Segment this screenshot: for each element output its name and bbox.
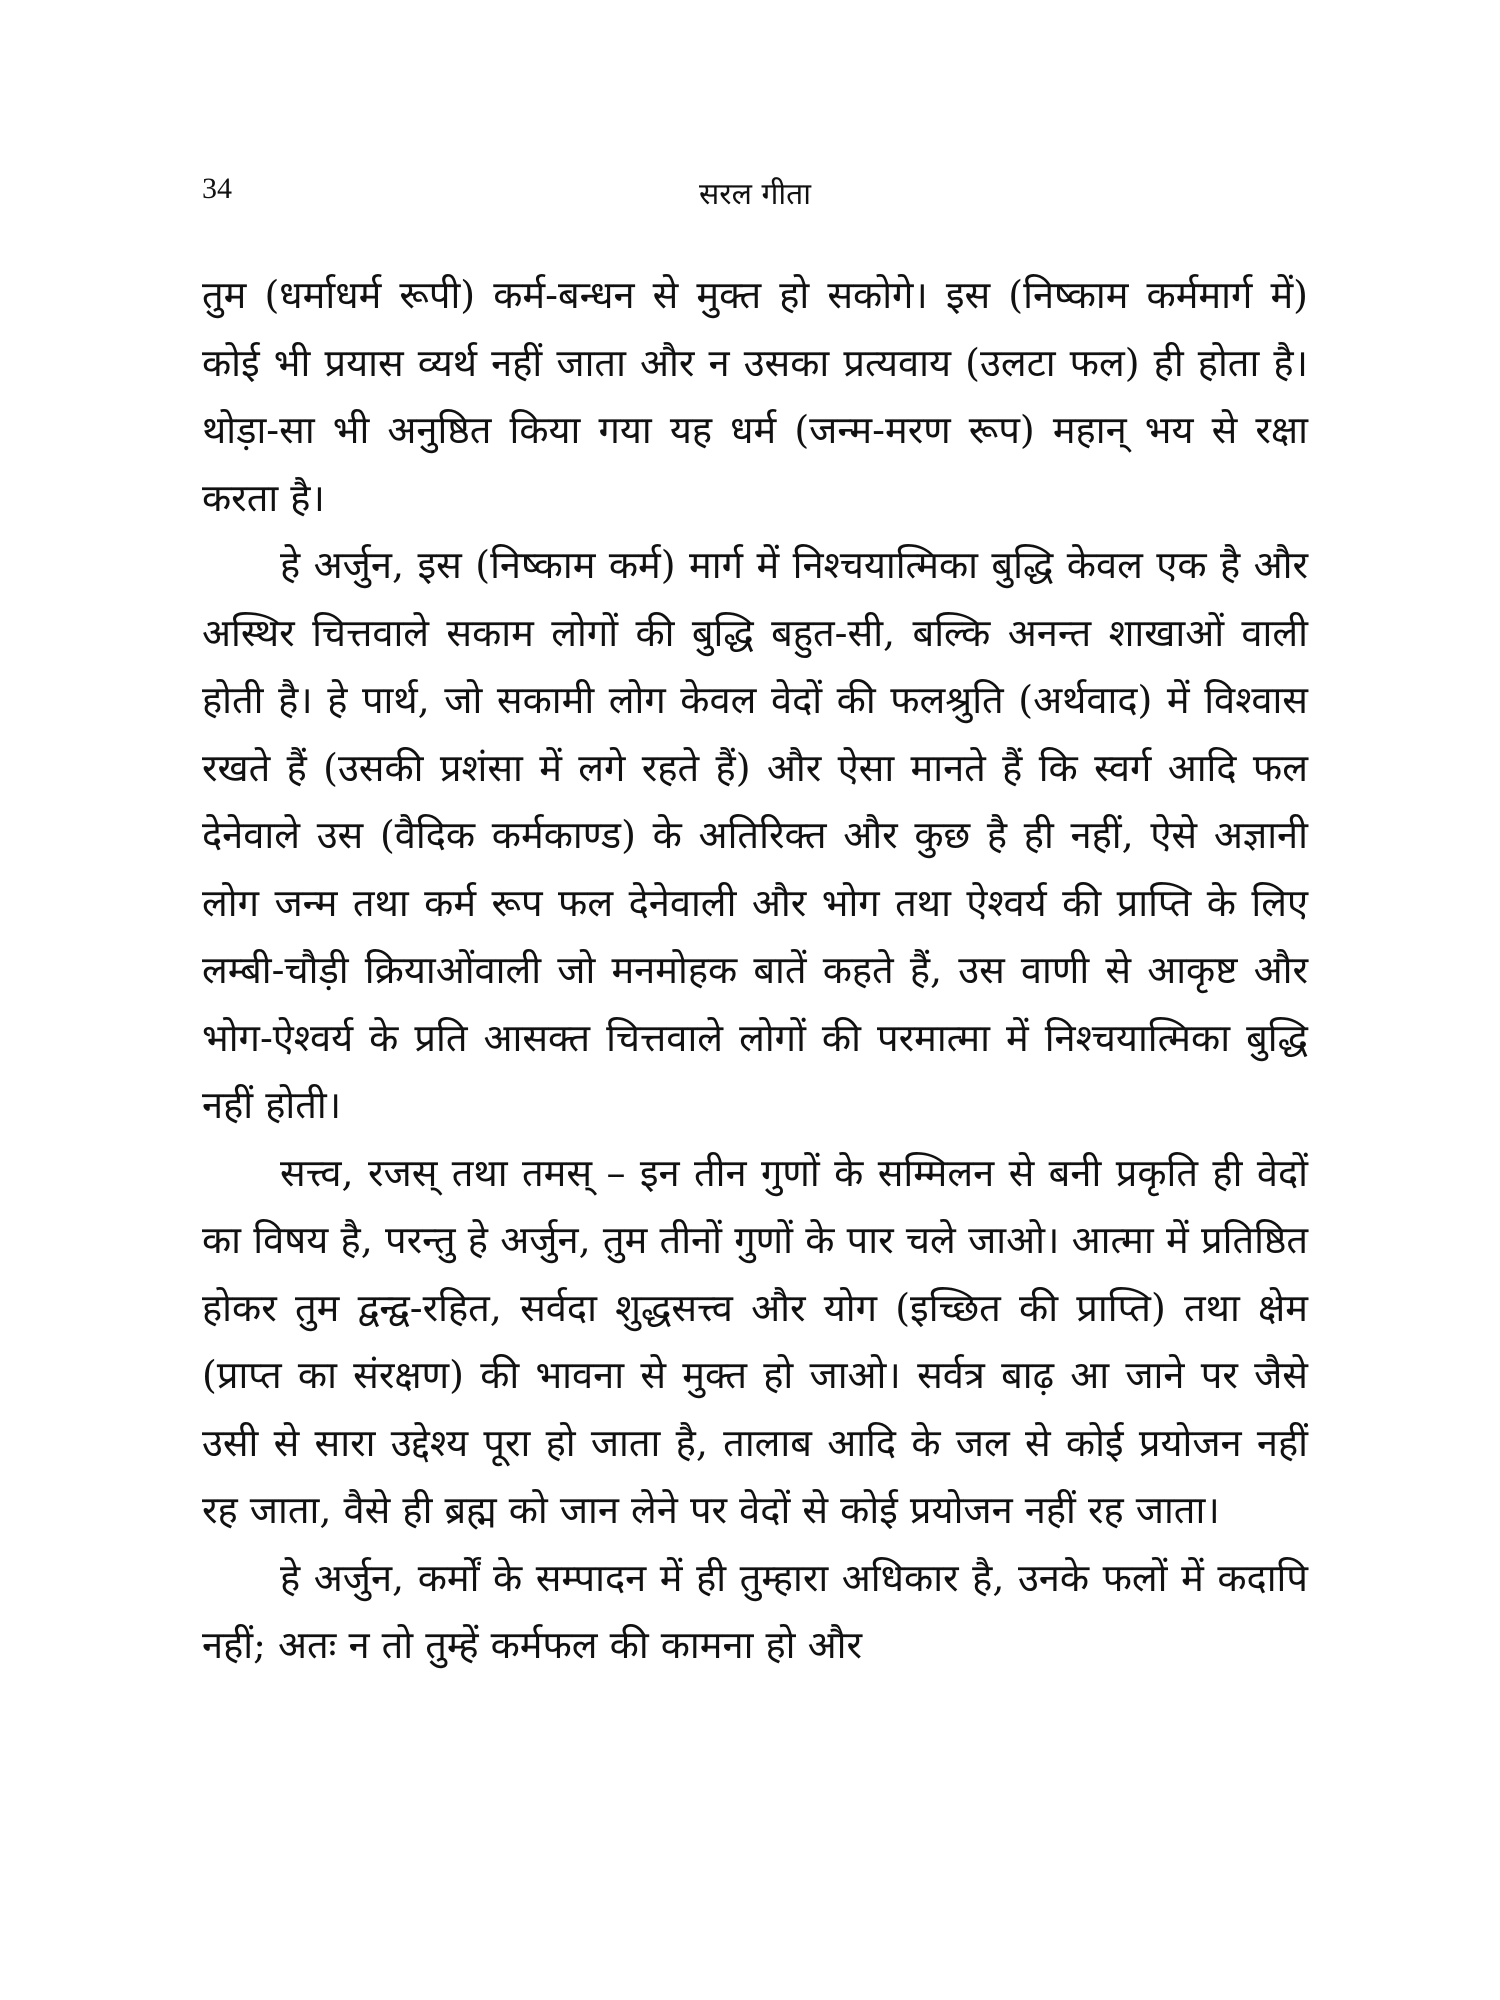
paragraph-1: तुम (धर्माधर्म रूपी) कर्म-बन्धन से मुक्त हो सकोगे। इस (निष्काम कर्ममार्ग में) कोई भी प्रयास व्यर्थ नहीं जाता और न उसका प्रत्यवाय (उलटा फल) ही होता है। थोड़ा-सा भी अनुष्ठित किया गया यह धर्म (जन्म-मरण रूप) महान् भय से रक्षा करता है। <box>202 273 1308 520</box>
page-header <box>202 172 1308 222</box>
paragraph-3: सत्त्व, रजस् तथा तमस् – इन तीन गुणों के सम्मिलन से बनी प्रकृति ही वेदों का विषय है, परन्तु हे अर्जुन, तुम तीनों गुणों के पार चले जाओ। आत्मा में प्रतिष्ठित होकर तुम द्वन्द्व-रहित, सर्वदा शुद्धसत्त्व और योग (इच्छित की प्राप्ति) तथा क्षेम (प्राप्त का संरक्षण) की भावना से मुक्त हो जाओ। सर्वत्र बाढ़ आ जाने पर जैसे उसी से सारा उद्देश्य पूरा हो जाता है, तालाब आदि के जल से कोई प्रयोजन नहीं रह जाता, वैसे ही ब्रह्म को जान लेने पर वेदों से कोई प्रयोजन नहीं रह जाता। <box>202 1150 1308 1532</box>
running-title: सरल गीता <box>699 177 811 212</box>
body-text <box>202 262 1308 1680</box>
paragraph-2: हे अर्जुन, इस (निष्काम कर्म) मार्ग में निश्चयात्मिका बुद्धि केवल एक है और अस्थिर चित्तवाले सकाम लोगों की बुद्धि बहुत-सी, बल्कि अनन्त शाखाओं वाली होती है। हे पार्थ, जो सकामी लोग केवल वेदों की फलश्रुति (अर्थवाद) में विश्वास रखते हैं (उसकी प्रशंसा में लगे रहते हैं) और ऐसा मानते हैं कि स्वर्ग आदि फल देनेवाले उस (वैदिक कर्मकाण्ड) के अतिरिक्त और कुछ है ही नहीं, ऐसे अज्ञानी लोग जन्म तथा कर्म रूप फल देनेवाली और भोग तथा ऐश्वर्य की प्राप्ति के लिए लम्बी-चौड़ी क्रियाओंवाली जो मनमोहक बातें कहते हैं, उस वाणी से आकृष्ट और भोग-ऐश्वर्य के प्रति आसक्त चित्तवाले लोगों की परमात्मा में निश्चयात्मिका बुद्धि नहीं होती। <box>202 543 1308 1127</box>
paragraph-4: हे अर्जुन, कर्मों के सम्पादन में ही तुम्हारा अधिकार है, उनके फलों में कदापि नहीं; अतः न तो तुम्हें कर्मफल की कामना हो और <box>202 1555 1308 1667</box>
page-number: 34 <box>202 172 232 205</box>
